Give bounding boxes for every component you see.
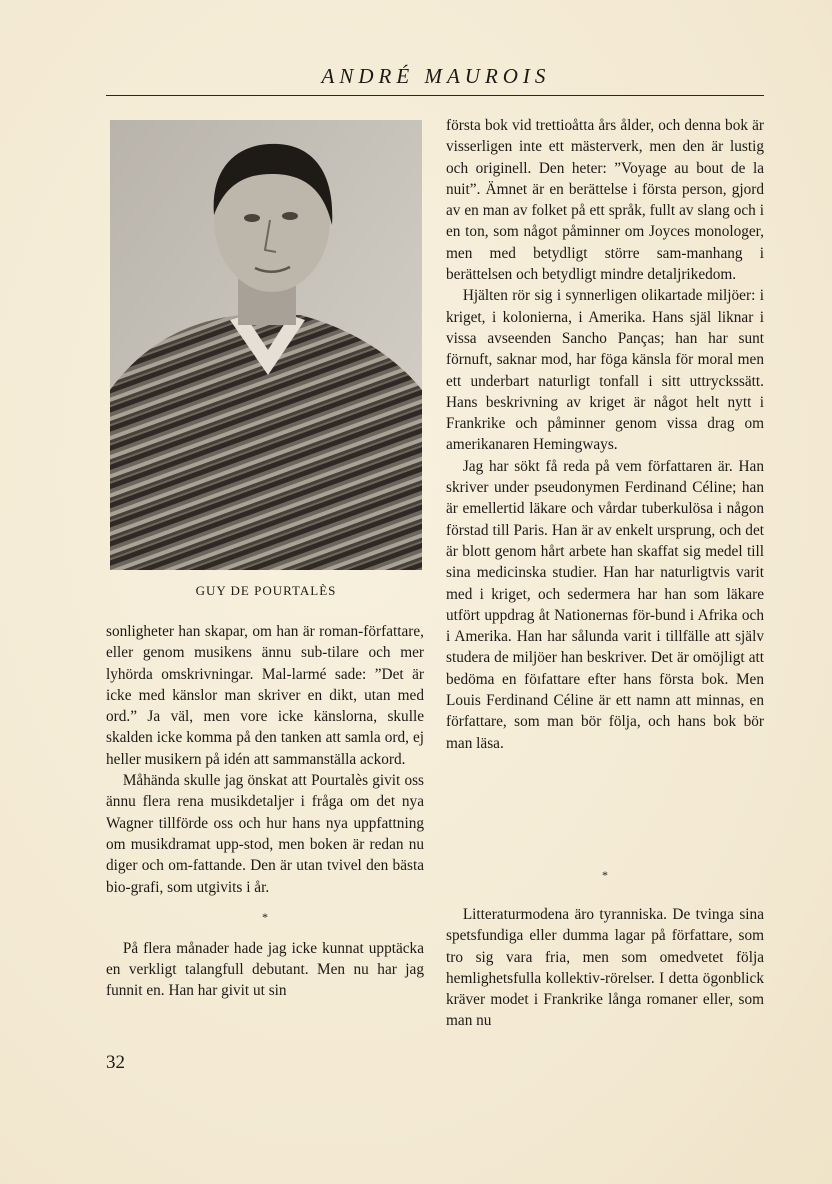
section-separator: * (602, 868, 608, 882)
paragraph: Måhända skulle jag önskat att Pourtalès givit oss ännu flera rena musikdetaljer i fråga om det nya Wagner tillförde oss och hur hans nya uppfattning om musikdramat upp-stod, men boken är redan nu diger och om-fattande. Den är utan tvivel den bästa bio-grafi, som utgivits i år. (106, 772, 424, 896)
left-column (106, 621, 424, 1002)
header-rule (106, 95, 764, 96)
running-head: ANDRÉ MAUROIS (321, 64, 551, 88)
paragraph: Litteraturmodena äro tyranniska. De tvinga sina spetsfundiga eller dumma lagar på författare, som tro sig vara fria, men som omedvetet följa hemlighetsfulla kollektiv-rörelser. I detta ögonblick kräver modet i Frankrike långa romaner eller, som man nu (446, 906, 764, 1030)
portrait-image (110, 120, 422, 570)
paragraph: sonligheter han skapar, om han är roman-författare, eller genom musikens ännu sub-tilare och mer lyhörda omskrivningar. Mal-larmé sade: ”Det är icke med känslor man skriver en dikt, utan med ord.” Ja väl, men vore icke känslorna, skulle skalden icke komma på den tanken att samla ord, ej heller musikern på idén att sammanställa ackord. (106, 623, 424, 768)
portrait-photo (110, 120, 422, 570)
section-separator: * (262, 909, 268, 924)
paragraph: Jag har sökt få reda på vem författaren är. Han skriver under pseudonymen Ferdinand Céline; han är emellertid läkare och vårdar tuberkulösa i någon förstad till Paris. Han är av enkelt ursprung, och det är blott genom hårt arbete han skaffat sig medel till sina medicinska studier. Han har naturligtvis varit med i kriget, och sedermera har han som läkare utfört uppdrag åt Nationernas för-bund i Afrika och i Amerika. Han har sålunda varit i tillfälle att själv studera de miljöer han beskriver. Det är omöjligt att bedöma en föıfattare efter hans första bok. Men Louis Ferdinand Céline är ett namn att minnas, en författare, som man bör följa, och hans bok bör man läsa. (446, 457, 764, 752)
paragraph: första bok vid trettioåtta års ålder, och denna bok är visserligen inte ett mästerverk, men den är lustig och originell. Den heter: ”Voyage au bout de la nuit”. Ämnet är en berättelse i första person, gjord av en man av folket på ett språk, fullt av slang och i en ton, som något påminner om Joyces monologer, men med betydligt större sam-manhang i berättelsen och betydligt mindre detaljrikedom. (446, 117, 764, 284)
page-number: 32 (106, 1052, 125, 1073)
right-column (446, 115, 764, 754)
right-column-continued (446, 904, 764, 1032)
paragraph: Hjälten rör sig i synnerligen olikartade miljöer: i kriget, i kolonierna, i Amerika. Hans själ liknar i vissa avseenden Sancho Panças; han har sunt förnuft, saknar mod, har föga känsla för moral men ett underbart naturligt tonfall i sitt uttryckssätt. Hans beskrivning av kriget är något helt nytt i Frankrike och påminner genom vissa drag om amerikanaren Hemingways. (446, 287, 764, 454)
photo-caption: GUY DE POURTALÈS (195, 583, 337, 598)
paragraph: På flera månader hade jag icke kunnat upptäcka en verkligt talangfull debutant. Men nu har jag funnit en. Han har givit ut sin (106, 939, 424, 1000)
